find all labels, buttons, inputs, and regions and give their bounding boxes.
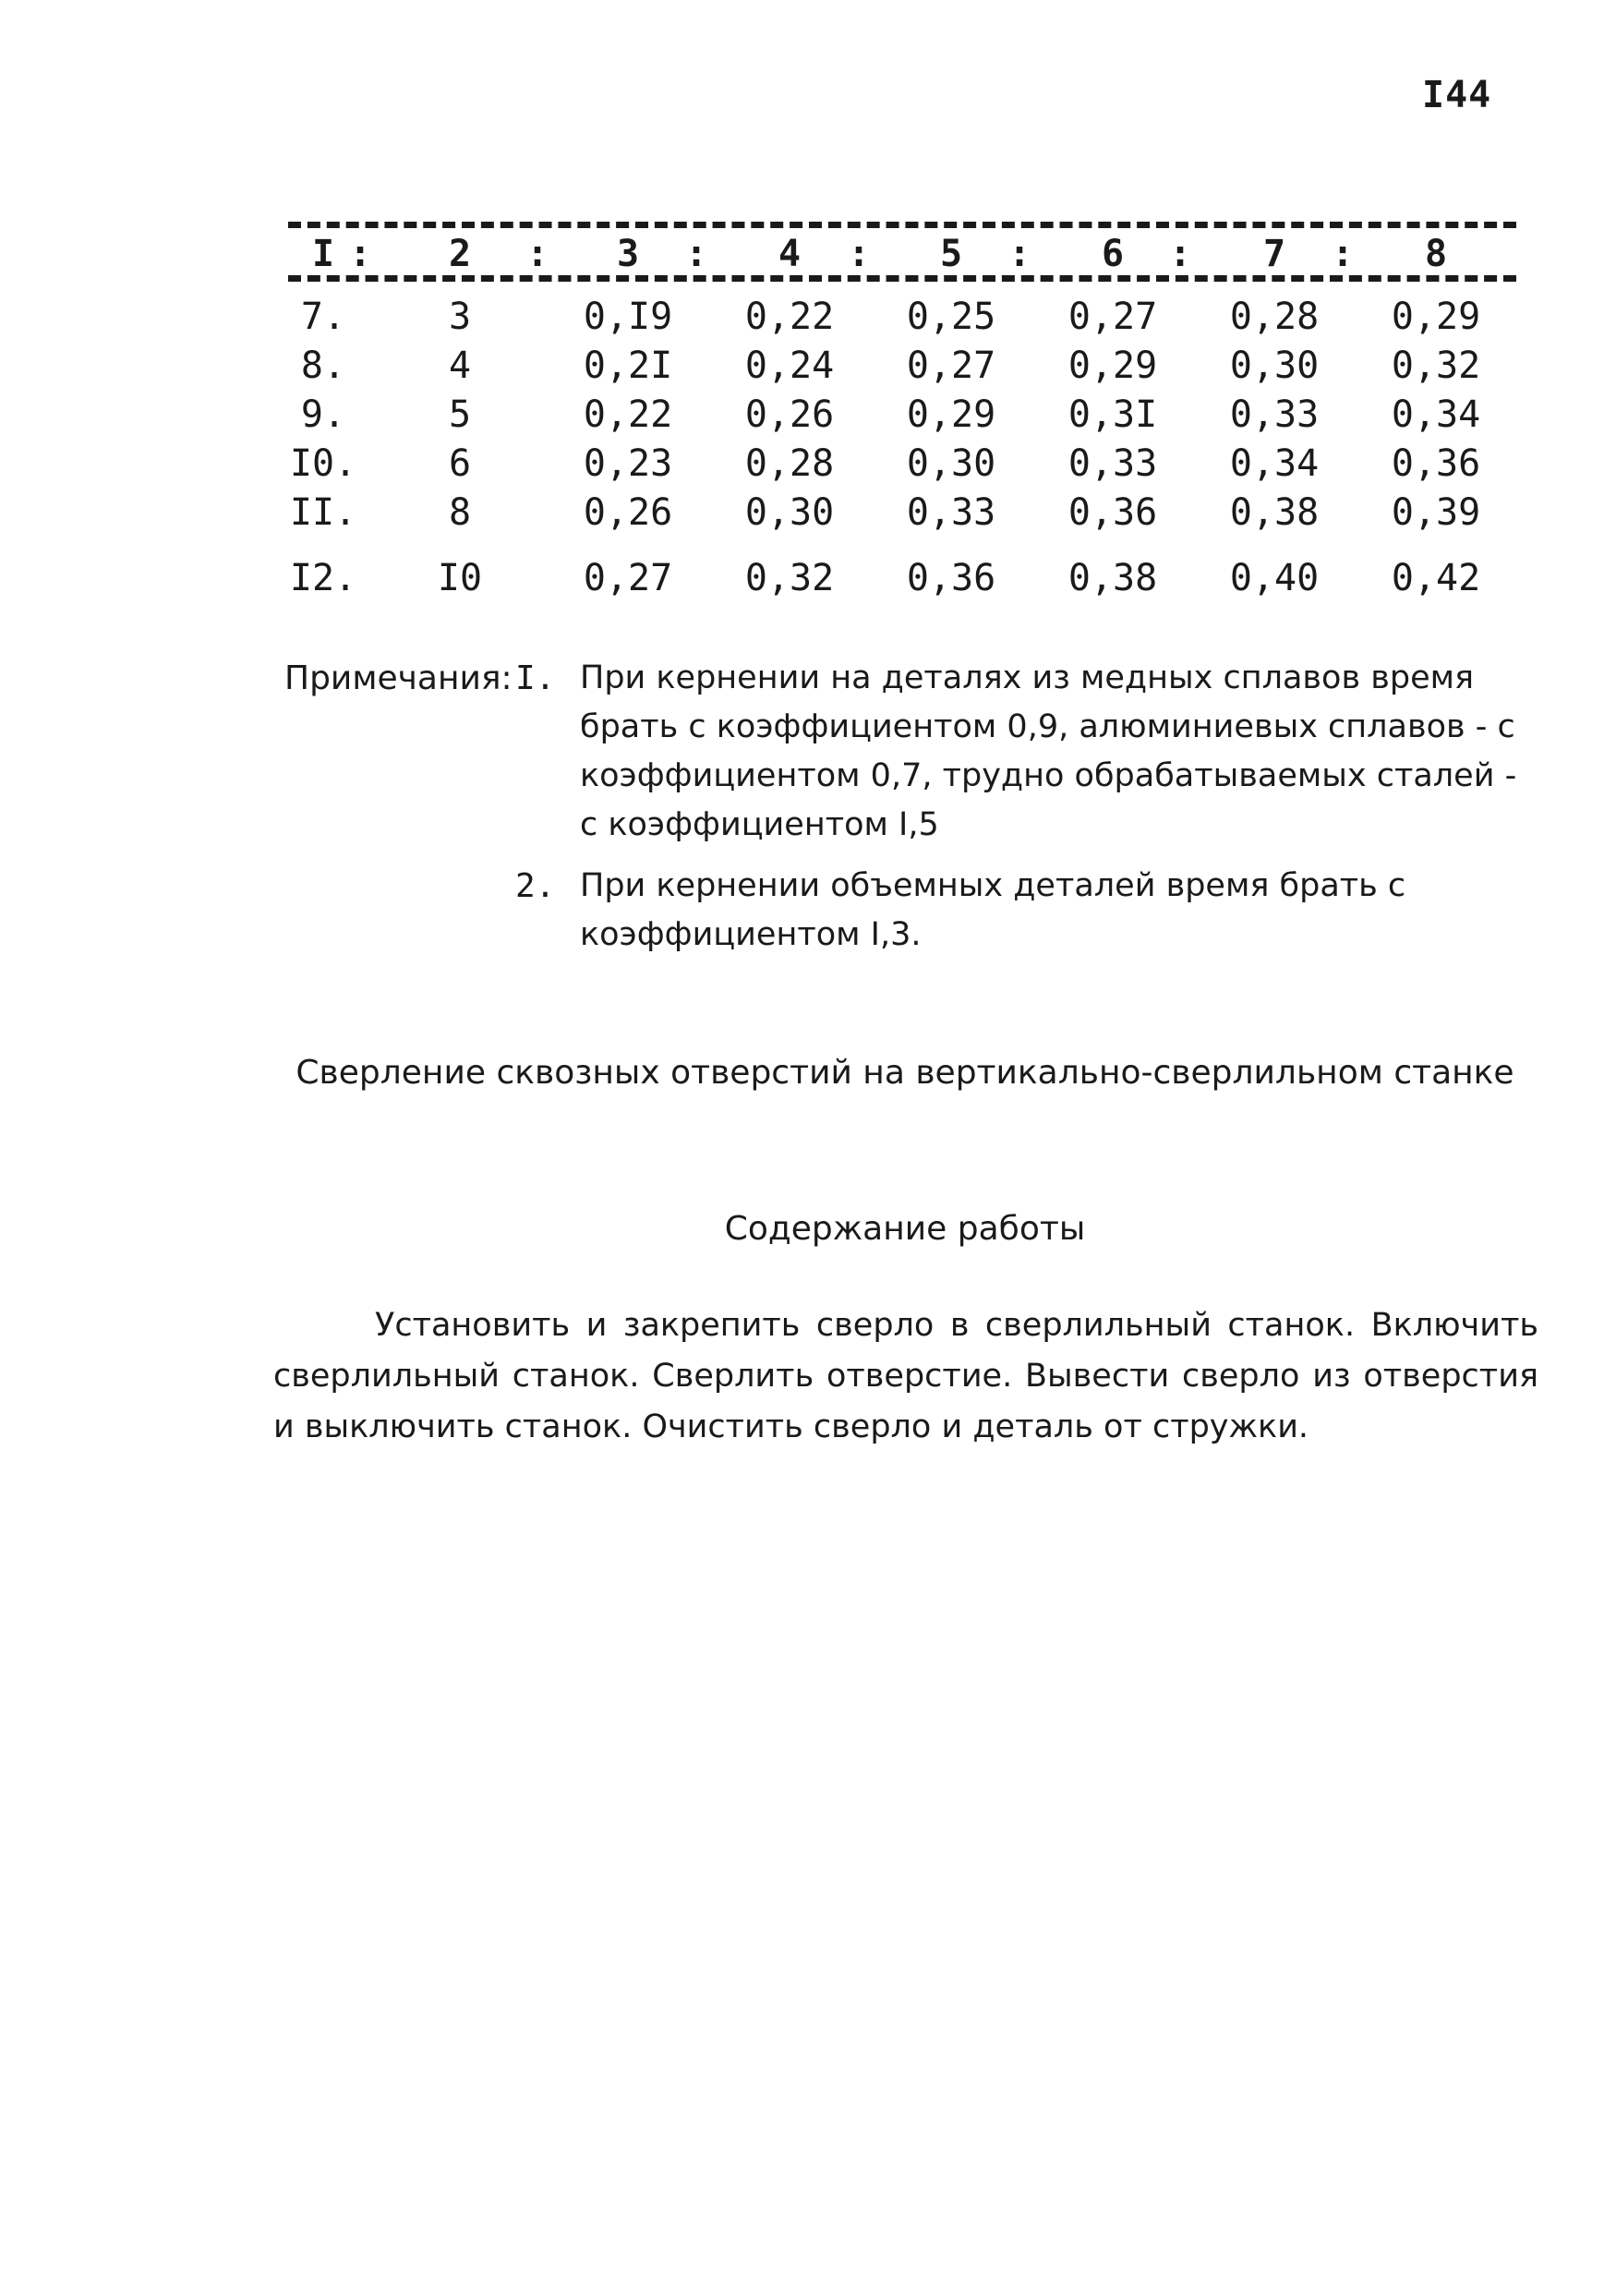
body-paragraph: Установить и закрепить сверло в сверлильный станок. Включить сверлильный станок. Сверлить отверстие. Вывести сверло из отверстия и выключить станок. Очистить сверло и деталь от стружки. bbox=[273, 1307, 1538, 1445]
header-col-4: 4 bbox=[778, 233, 802, 275]
header-col-5: 5 bbox=[939, 233, 963, 275]
table-cell: 0,3I bbox=[1067, 393, 1158, 436]
table-cell: 0,28 bbox=[744, 442, 835, 485]
table-cell: I0 bbox=[437, 557, 483, 599]
header-sep-2: : bbox=[526, 233, 549, 275]
header-col-8: 8 bbox=[1424, 233, 1448, 275]
table-cell: 0,32 bbox=[1391, 344, 1481, 387]
note-number: 2. bbox=[515, 867, 556, 905]
table-cell: 0,36 bbox=[1067, 491, 1158, 534]
table-cell: 5 bbox=[448, 393, 472, 436]
table-cell: 0,26 bbox=[744, 393, 835, 436]
table-cell: 0,2I bbox=[583, 344, 673, 387]
header-sep-4: : bbox=[848, 233, 871, 275]
table-cell: I0. bbox=[289, 442, 357, 485]
table-row bbox=[277, 393, 1533, 442]
table-cell: 0,36 bbox=[1391, 442, 1481, 485]
data-table bbox=[277, 296, 1533, 612]
table-cell: 0,23 bbox=[583, 442, 673, 485]
table-cell: 0,38 bbox=[1067, 557, 1158, 599]
table-cell: 0,36 bbox=[906, 557, 996, 599]
table-cell: 0,I9 bbox=[583, 296, 673, 338]
table-row bbox=[277, 344, 1533, 393]
header-sep-5: : bbox=[1008, 233, 1031, 275]
table-cell: II. bbox=[289, 491, 357, 534]
page-number: I44 bbox=[1422, 74, 1492, 116]
note-text: При кернении объемных деталей время брать с коэффициентом I,3. bbox=[580, 867, 1406, 953]
table-cell: 0,38 bbox=[1229, 491, 1320, 534]
table-cell: 0,28 bbox=[1229, 296, 1320, 338]
table-cell: 0,22 bbox=[583, 393, 673, 436]
table-cell: 0,34 bbox=[1391, 393, 1481, 436]
table-cell: 0,29 bbox=[1067, 344, 1158, 387]
table-cell: 3 bbox=[448, 296, 472, 338]
header-sep-7: : bbox=[1332, 233, 1355, 275]
header-sep-3: : bbox=[685, 233, 708, 275]
table-row bbox=[277, 557, 1533, 612]
table-cell: 0,30 bbox=[1229, 344, 1320, 387]
table-cell: 0,30 bbox=[906, 442, 996, 485]
table-cell: 0,33 bbox=[906, 491, 996, 534]
table-cell: 9. bbox=[300, 393, 346, 436]
table-cell: 0,33 bbox=[1067, 442, 1158, 485]
header-col-7: 7 bbox=[1262, 233, 1286, 275]
header-sep-1: : bbox=[349, 233, 372, 275]
table-cell: I2. bbox=[289, 557, 357, 599]
subsection-title: Содержание работы bbox=[724, 1210, 1086, 1248]
table-header-row bbox=[277, 233, 1533, 279]
table-cell: 8. bbox=[300, 344, 346, 387]
table-row bbox=[277, 491, 1533, 540]
table-cell: 6 bbox=[448, 442, 472, 485]
table-cell: 8 bbox=[448, 491, 472, 534]
table-cell: 0,32 bbox=[744, 557, 835, 599]
table-cell: 0,24 bbox=[744, 344, 835, 387]
table-row bbox=[277, 296, 1533, 344]
table-top-dashes bbox=[288, 222, 1516, 228]
table-cell: 0,22 bbox=[744, 296, 835, 338]
table-cell: 0,27 bbox=[583, 557, 673, 599]
table-cell: 0,25 bbox=[906, 296, 996, 338]
header-col-3: 3 bbox=[616, 233, 640, 275]
note-text: При кернении на деталях из медных сплавов время брать с коэффициентом 0,9, алюминиевых сплавов - с коэффициентом 0,7, трудно обрабатываемых стaлей - с коэффициентом I,5 bbox=[580, 659, 1517, 843]
table-cell: 0,29 bbox=[906, 393, 996, 436]
table-cell: 0,33 bbox=[1229, 393, 1320, 436]
header-col-2: 2 bbox=[448, 233, 472, 275]
table-cell: 0,29 bbox=[1391, 296, 1481, 338]
table-cell: 4 bbox=[448, 344, 472, 387]
table-header-dashes bbox=[288, 275, 1516, 282]
table-cell: 0,42 bbox=[1391, 557, 1481, 599]
table-cell: 7. bbox=[300, 296, 346, 338]
table-cell: 0,39 bbox=[1391, 491, 1481, 534]
table-row bbox=[277, 442, 1533, 491]
table-cell: 0,40 bbox=[1229, 557, 1320, 599]
table-cell: 0,26 bbox=[583, 491, 673, 534]
notes-label: Примечания: bbox=[284, 659, 513, 697]
header-col-6: 6 bbox=[1101, 233, 1125, 275]
note-number: I. bbox=[515, 659, 556, 697]
header-col-1: I bbox=[311, 233, 335, 275]
header-sep-6: : bbox=[1169, 233, 1192, 275]
table-cell: 0,27 bbox=[1067, 296, 1158, 338]
section-title: Сверление сквозных отверстий на вертикально-сверлильном станке bbox=[295, 1054, 1514, 1092]
table-cell: 0,30 bbox=[744, 491, 835, 534]
table-cell: 0,34 bbox=[1229, 442, 1320, 485]
table-cell: 0,27 bbox=[906, 344, 996, 387]
